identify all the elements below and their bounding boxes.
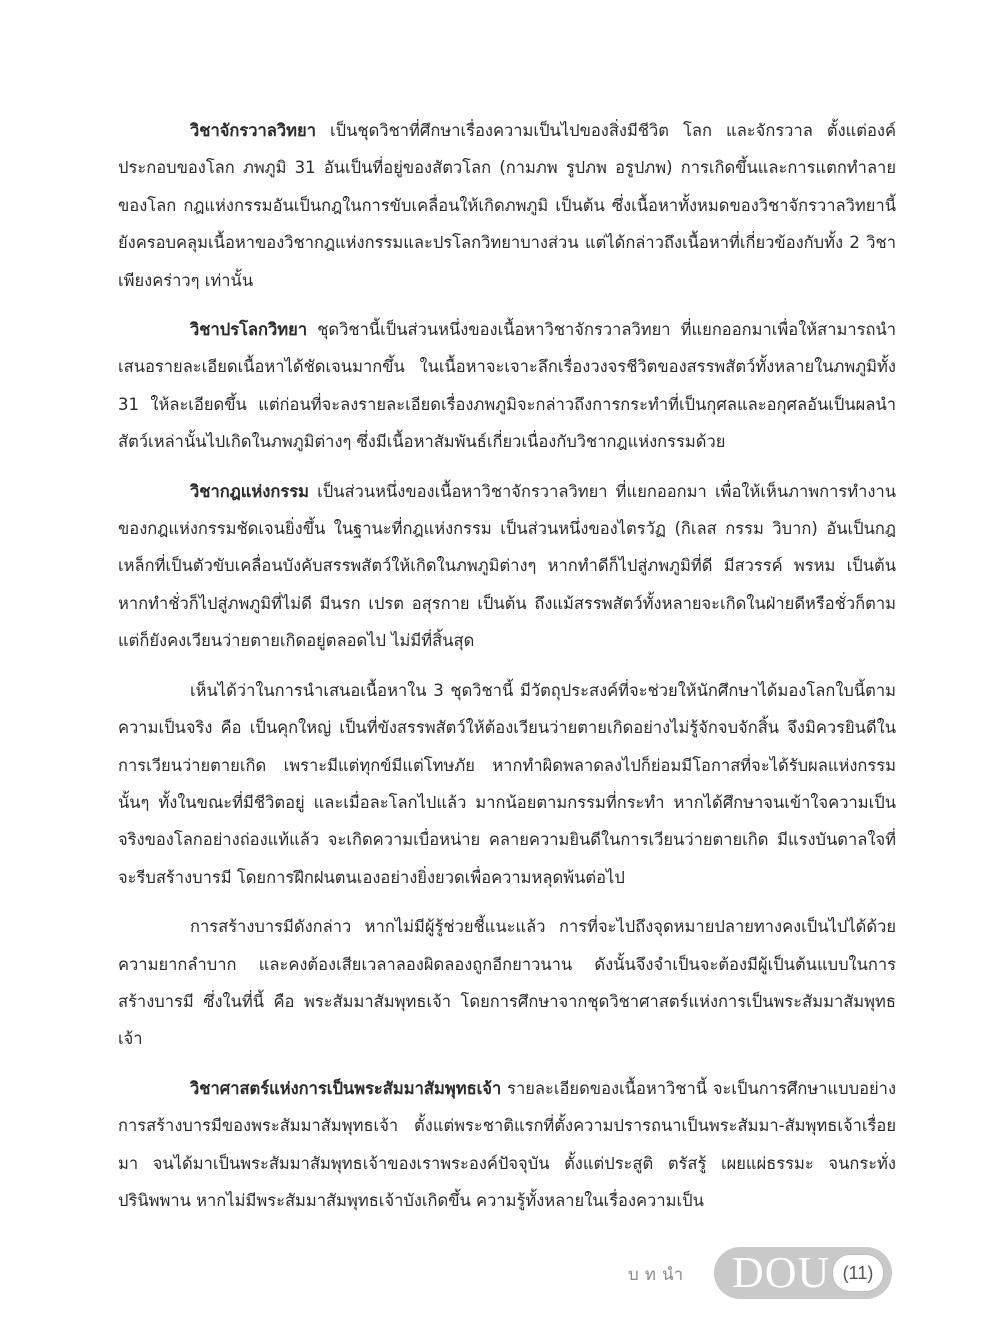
paragraph-text: เป็นชุดวิชาที่ศึกษาเรื่องความเป็นไปของสิ่งมีชีวิต โลก และจักรวาล ตั้งแต่องค์ประกอบของโลก ภพภูมิ 31 อันเป็นที่อยู่ของสัตวโลก (กามภพ รูปภพ อรูปภพ) การเกิดขึ้นและการแตกทำลายของโลก กฎแห่งกรรมอันเป็นกฎในการขับเคลื่อนให้เกิดภพภูมิ เป็นต้น ซึ่งเนื้อหาทั้งหมดของวิชาจักรวาลวิทยานี้ ยังครอบคลุมเนื้อหาของวิชากฎแห่งกรรมและปรโลกวิทยาบางส่วน แต่ได้กล่าวถึงเนื้อหาที่เกี่ยวข้องกับทั้ง 2 วิชาเพียงคร่าวๆ เท่านั้น (118, 121, 896, 290)
paragraph-karma (118, 473, 896, 660)
paragraph-summary (118, 672, 896, 896)
paragraph-cosmology (118, 112, 896, 299)
term-heading: วิชากฎแห่งกรรม (190, 481, 309, 501)
paragraph-perfections (118, 908, 896, 1058)
page-footer (0, 1247, 1000, 1307)
term-heading: วิชาศาสตร์แห่งการเป็นพระสัมมาสัมพุทธเจ้า (190, 1078, 502, 1098)
paragraph-text: รายละเอียดของเนื้อหาวิชานี้ จะเป็นการศึกษาแบบอย่างการสร้างบารมีของพระสัมมาสัมพุทธเจ้า ตั้งแต่พระชาติแรกที่ตั้งความปรารถนาเป็นพระสัมมา-สัมพุทธเจ้าเรื่อยมา จนได้มาเป็นพระสัมมาสัมพุทธเจ้าของเราพระองค์ปัจจุบัน ตั้งแต่ประสูติ ตรัสรู้ เผยแผ่ธรรมะ จนกระทั่งปรินิพพาน หากไม่มีพระสัมมาสัมพุทธเจ้าบังเกิดขึ้น ความรู้ทั้งหลายในเรื่องความเป็น (118, 1078, 896, 1210)
body-text (118, 112, 896, 1231)
paragraph-text: ชุดวิชานี้เป็นส่วนหนึ่งของเนื้อหาวิชาจักรวาลวิทยา ที่แยกออกมาเพื่อให้สามารถนำเสนอรายละเอียดเนื้อหาได้ชัดเจนมากขึ้น ในเนื้อหาจะเจาะลึกเรื่องวงจรชีวิตของสรรพสัตว์ทั้งหลายในภพภูมิทั้ง 31 ให้ละเอียดขึ้น แต่ก่อนที่จะลงรายละเอียดเรื่องภพภูมิจะกล่าวถึงการกระทำที่เป็นกุศลและอกุศลอันเป็นผลนำสัตว์เหล่านั้นไปเกิดในภพภูมิต่างๆ ซึ่งมีเนื้อหาสัมพันธ์เกี่ยวเนื่องกับวิชากฎแห่งกรรมด้วย (118, 320, 896, 452)
term-heading: วิชาจักรวาลวิทยา (190, 121, 316, 140)
paragraph-buddhahood (118, 1070, 896, 1220)
term-heading: วิชาปรโลกวิทยา (190, 320, 308, 340)
paragraph-afterlife (118, 311, 896, 461)
footer-badge (714, 1247, 892, 1299)
paragraph-text: การสร้างบารมีดังกล่าว หากไม่มีผู้รู้ช่วยชี้แนะแล้ว การที่จะไปถึงจุดหมายปลายทางคงเป็นไปได้ด้วยความยากลำบาก และคงต้องเสียเวลาลองผิดลองถูกอีกยาวนาน ดังนั้นจึงจำเป็นจะต้องมีผู้เป็นต้นแบบในการสร้างบารมี ซึ่งในที่นี้ คือ พระสัมมาสัมพุทธเจ้า โดยการศึกษาจากชุดวิชาศาสตร์แห่งการเป็นพระสัมมาสัมพุทธเจ้า (118, 917, 896, 1049)
paragraph-text: เห็นได้ว่าในการนำเสนอเนื้อหาใน 3 ชุดวิชานี้ มีวัตถุประสงค์ที่จะช่วยให้นักศึกษาได้มองโลกใบนี้ตามความเป็นจริง คือ เป็นคุกใหญ่ เป็นที่ขังสรรพสัตว์ให้ต้องเวียนว่ายตายเกิดอย่างไม่รู้จักจบจักสิ้น จึงมิควรยินดีในการเวียนว่ายตายเกิด เพราะมีแต่ทุกข์มีแต่โทษภัย หากทำผิดพลาดลงไปก็ย่อมมีโอกาสที่จะได้รับผลแห่งกรรมนั้นๆ ทั้งในขณะที่มีชีวิตอยู่ และเมื่อละโลกไปแล้ว มากน้อยตามกรรมที่กระทำ หากได้ศึกษาจนเข้าใจความเป็นจริงของโลกอย่างถ่องแท้แล้ว จะเกิดความเบื่อหน่าย คลายความยินดีในการเวียนว่ายตายเกิด มีแรงบันดาลใจที่จะรีบสร้างบารมี โดยการฝึกฝนตนเองอย่างยิ่งยวดเพื่อความหลุดพ้นต่อไป (118, 680, 896, 887)
paragraph-text: เป็นส่วนหนึ่งของเนื้อหาวิชาจักรวาลวิทยา ที่แยกออกมา เพื่อให้เห็นภาพการทำงานของกฎแห่งกรรมชัดเจนยิ่งขึ้น ในฐานะที่กฎแห่งกรรม เป็นส่วนหนึ่งของไตรวัฏ (กิเลส กรรม วิบาก) อันเป็นกฎเหล็กที่เป็นตัวขับเคลื่อนบังคับสรรพสัตว์ให้เกิดในภพภูมิต่างๆ หากทำดีก็ไปสู่ภพภูมิที่ดี มีสวรรค์ พรหม เป็นต้น หากทำชั่วก็ไปสู่ภพภูมิที่ไม่ดี มีนรก เปรต อสุรกาย เป็นต้น ถึงแม้สรรพสัตว์ทั้งหลายจะเกิดในฝ่ายดีหรือชั่วก็ตาม แต่ก็ยังคงเวียนว่ายตายเกิดอยู่ตลอดไป ไม่มีที่สิ้นสุด (118, 481, 896, 651)
chapter-label: บทนำ (628, 1265, 690, 1285)
dou-logo: DOU (732, 1248, 831, 1297)
page-number: (11) (832, 1254, 884, 1292)
